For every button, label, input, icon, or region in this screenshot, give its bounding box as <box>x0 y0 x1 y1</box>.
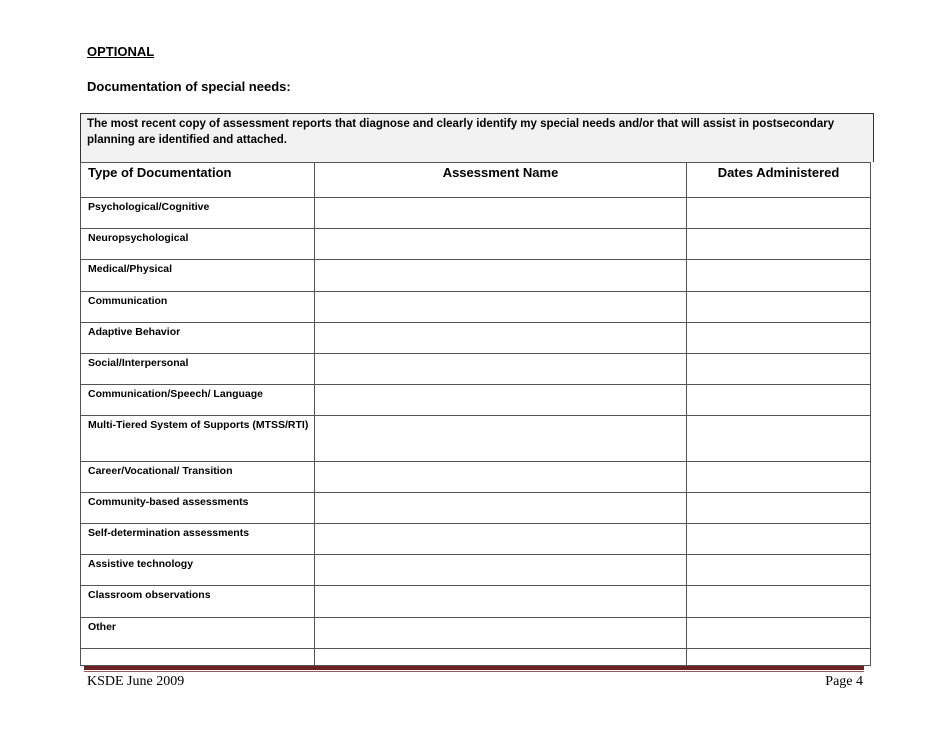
assessment-name-cell[interactable] <box>315 555 687 586</box>
dates-administered-cell[interactable] <box>687 323 871 354</box>
dates-administered-cell[interactable] <box>687 649 871 666</box>
documentation-type-cell: Community-based assessments <box>81 493 315 524</box>
dates-administered-cell[interactable] <box>687 618 871 649</box>
documentation-type-cell: Psychological/Cognitive <box>81 198 315 229</box>
assessment-name-cell[interactable] <box>315 462 687 493</box>
column-header-type: Type of Documentation <box>81 163 315 198</box>
documentation-type-cell: Adaptive Behavior <box>81 323 315 354</box>
table-row <box>81 292 871 323</box>
table-row <box>81 416 871 462</box>
table-row <box>81 524 871 555</box>
dates-administered-cell[interactable] <box>687 416 871 462</box>
table-row <box>81 323 871 354</box>
documentation-type-cell: Multi-Tiered System of Supports (MTSS/RTI) <box>81 416 315 462</box>
documentation-type-cell <box>81 649 315 666</box>
dates-administered-cell[interactable] <box>687 493 871 524</box>
assessment-name-cell[interactable] <box>315 586 687 618</box>
optional-label: OPTIONAL <box>87 44 155 59</box>
table-row <box>81 493 871 524</box>
documentation-type-cell: Social/Interpersonal <box>81 354 315 385</box>
documentation-type-cell: Classroom observations <box>81 586 315 618</box>
table-row <box>81 198 871 229</box>
table-row <box>81 229 871 260</box>
table-row <box>81 260 871 292</box>
assessment-name-cell[interactable] <box>315 323 687 354</box>
dates-administered-cell[interactable] <box>687 198 871 229</box>
assessment-name-cell[interactable] <box>315 229 687 260</box>
documentation-table <box>80 162 871 666</box>
dates-administered-cell[interactable] <box>687 292 871 323</box>
dates-administered-cell[interactable] <box>687 555 871 586</box>
footer-divider <box>84 666 864 670</box>
section-title: Documentation of special needs: <box>87 79 291 94</box>
documentation-type-cell: Self-determination assessments <box>81 524 315 555</box>
documentation-type-cell: Other <box>81 618 315 649</box>
table-row <box>81 618 871 649</box>
intro-text: The most recent copy of assessment reports that diagnose and clearly identify my special needs and/or that will assist in postsecondary planning are identified and attached. <box>87 118 835 146</box>
documentation-type-cell: Communication <box>81 292 315 323</box>
assessment-name-cell[interactable] <box>315 354 687 385</box>
documentation-type-cell: Neuropsychological <box>81 229 315 260</box>
dates-administered-cell[interactable] <box>687 462 871 493</box>
footer-thin-line <box>84 671 864 672</box>
dates-administered-cell[interactable] <box>687 354 871 385</box>
assessment-name-cell[interactable] <box>315 385 687 416</box>
documentation-type-cell: Career/Vocational/ Transition <box>81 462 315 493</box>
column-header-dates: Dates Administered <box>687 163 871 198</box>
assessment-name-cell[interactable] <box>315 292 687 323</box>
assessment-name-cell[interactable] <box>315 524 687 555</box>
documentation-type-cell: Communication/Speech/ Language <box>81 385 315 416</box>
assessment-name-cell[interactable] <box>315 198 687 229</box>
assessment-name-cell[interactable] <box>315 493 687 524</box>
table-row <box>81 649 871 666</box>
column-header-assessment: Assessment Name <box>315 163 687 198</box>
table-row <box>81 385 871 416</box>
footer-organization-date: KSDE June 2009 <box>87 674 185 689</box>
assessment-name-cell[interactable] <box>315 649 687 666</box>
intro-box <box>80 113 874 162</box>
dates-administered-cell[interactable] <box>687 524 871 555</box>
assessment-name-cell[interactable] <box>315 260 687 292</box>
dates-administered-cell[interactable] <box>687 229 871 260</box>
footer-page-number: Page 4 <box>825 674 863 689</box>
table-row <box>81 462 871 493</box>
table-row <box>81 354 871 385</box>
assessment-name-cell[interactable] <box>315 618 687 649</box>
documentation-type-cell: Medical/Physical <box>81 260 315 292</box>
table-row <box>81 555 871 586</box>
assessment-name-cell[interactable] <box>315 416 687 462</box>
dates-administered-cell[interactable] <box>687 385 871 416</box>
table-header-row <box>81 163 871 198</box>
documentation-type-cell: Assistive technology <box>81 555 315 586</box>
dates-administered-cell[interactable] <box>687 260 871 292</box>
dates-administered-cell[interactable] <box>687 586 871 618</box>
table-row <box>81 586 871 618</box>
